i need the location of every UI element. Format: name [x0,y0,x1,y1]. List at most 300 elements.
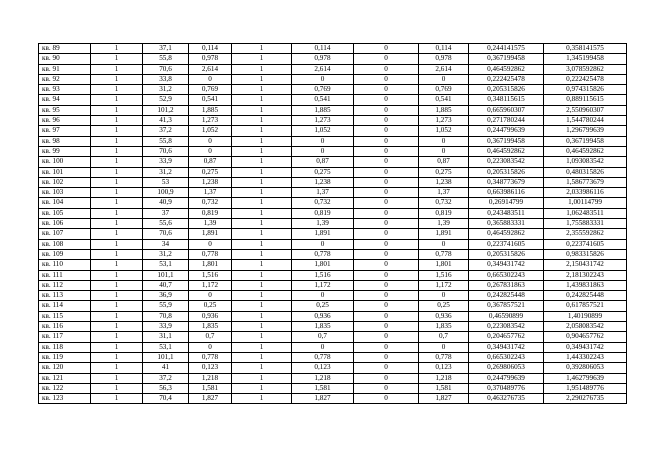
factor-cell: 1 [232,64,292,74]
share-cell: 0,205315826 [469,167,544,177]
sum-cell: 2,290276735 [544,394,627,404]
factor-cell: 1 [232,260,292,270]
sum-cell: 1,755883331 [544,219,627,229]
total-cell: 0,123 [419,363,469,373]
area-cell: 53,1 [143,260,189,270]
total-cell: 1,516 [419,270,469,280]
factor-cell: 1 [232,332,292,342]
total-cell: 0,778 [419,352,469,362]
subtotal-cell: 0,769 [292,85,354,95]
value-cell: 1,273 [189,116,232,126]
share-cell: 0,244799639 [469,126,544,136]
sum-cell: 0,358141575 [544,44,627,54]
zero-cell: 0 [354,311,419,321]
zero-cell: 0 [354,126,419,136]
area-cell: 53 [143,177,189,187]
factor-cell: 1 [232,291,292,301]
zero-cell: 0 [354,342,419,352]
count-cell: 1 [91,373,143,383]
zero-cell: 0 [354,157,419,167]
share-cell: 0,665960307 [469,105,544,115]
count-cell: 1 [91,116,143,126]
sum-cell: 0,242825448 [544,291,627,301]
subtotal-cell: 0 [292,239,354,249]
value-cell: 1,516 [189,270,232,280]
subtotal-cell: 1,052 [292,126,354,136]
factor-cell: 1 [232,383,292,393]
zero-cell: 0 [354,291,419,301]
value-cell: 0,778 [189,352,232,362]
area-cell: 33,8 [143,74,189,84]
count-cell: 1 [91,249,143,259]
count-cell: 1 [91,167,143,177]
value-cell: 1,827 [189,394,232,404]
count-cell: 1 [91,239,143,249]
total-cell: 0 [419,342,469,352]
zero-cell: 0 [354,352,419,362]
total-cell: 0,769 [419,85,469,95]
value-cell: 0,819 [189,208,232,218]
factor-cell: 1 [232,280,292,290]
total-cell: 1,885 [419,105,469,115]
factor-cell: 1 [232,373,292,383]
table-row [39,167,627,177]
subtotal-cell: 1,801 [292,260,354,270]
zero-cell: 0 [354,280,419,290]
zero-cell: 0 [354,270,419,280]
area-cell: 37,1 [143,44,189,54]
total-cell: 0,541 [419,95,469,105]
table-row [39,363,627,373]
value-cell: 1,172 [189,280,232,290]
subtotal-cell: 0,732 [292,198,354,208]
zero-cell: 0 [354,383,419,393]
subtotal-cell: 0,978 [292,54,354,64]
sum-cell: 0,222425478 [544,74,627,84]
factor-cell: 1 [232,54,292,64]
value-cell: 0,275 [189,167,232,177]
table-row [39,280,627,290]
table-row [39,311,627,321]
area-cell: 70,4 [143,394,189,404]
apartment-label: кв. 94 [39,95,91,105]
count-cell: 1 [91,136,143,146]
count-cell: 1 [91,126,143,136]
sum-cell: 0,617857521 [544,301,627,311]
area-cell: 37,2 [143,126,189,136]
subtotal-cell: 0,275 [292,167,354,177]
area-cell: 55,8 [143,54,189,64]
sum-cell: 0,464592862 [544,146,627,156]
factor-cell: 1 [232,177,292,187]
sum-cell: 2,150431742 [544,260,627,270]
factor-cell: 1 [232,322,292,332]
total-cell: 1,891 [419,229,469,239]
factor-cell: 1 [232,208,292,218]
share-cell: 0,46590899 [469,311,544,321]
apartment-label: кв. 115 [39,311,91,321]
sum-cell: 1,951489776 [544,383,627,393]
count-cell: 1 [91,352,143,362]
zero-cell: 0 [354,249,419,259]
count-cell: 1 [91,157,143,167]
area-cell: 40,9 [143,198,189,208]
value-cell: 1,891 [189,229,232,239]
count-cell: 1 [91,260,143,270]
count-cell: 1 [91,229,143,239]
subtotal-cell: 0,7 [292,332,354,342]
share-cell: 0,367199458 [469,54,544,64]
table-row [39,146,627,156]
factor-cell: 1 [232,342,292,352]
value-cell: 0,25 [189,301,232,311]
total-cell: 0,819 [419,208,469,218]
sum-cell: 1,296799639 [544,126,627,136]
apartment-label: кв. 116 [39,322,91,332]
share-cell: 0,26914799 [469,198,544,208]
total-cell: 0,275 [419,167,469,177]
factor-cell: 1 [232,85,292,95]
apartment-label: кв. 105 [39,208,91,218]
factor-cell: 1 [232,249,292,259]
share-cell: 0,464592862 [469,229,544,239]
table-row [39,342,627,352]
table-row [39,188,627,198]
factor-cell: 1 [232,270,292,280]
total-cell: 1,827 [419,394,469,404]
subtotal-cell: 1,835 [292,322,354,332]
count-cell: 1 [91,85,143,95]
table-row [39,208,627,218]
factor-cell: 1 [232,198,292,208]
value-cell: 0 [189,342,232,352]
value-cell: 0,778 [189,249,232,259]
value-cell: 2,614 [189,64,232,74]
area-cell: 31,2 [143,85,189,95]
share-cell: 0,205315826 [469,85,544,95]
apartment-label: кв. 122 [39,383,91,393]
area-cell: 34 [143,239,189,249]
subtotal-cell: 1,238 [292,177,354,187]
area-cell: 33,9 [143,322,189,332]
count-cell: 1 [91,363,143,373]
total-cell: 0 [419,291,469,301]
count-cell: 1 [91,301,143,311]
apartment-label: кв. 95 [39,105,91,115]
table-row [39,157,627,167]
zero-cell: 0 [354,332,419,342]
table-row [39,95,627,105]
subtotal-cell: 0,819 [292,208,354,218]
total-cell: 1,273 [419,116,469,126]
value-cell: 0 [189,239,232,249]
zero-cell: 0 [354,373,419,383]
zero-cell: 0 [354,177,419,187]
sum-cell: 1,544780244 [544,116,627,126]
value-cell: 1,801 [189,260,232,270]
total-cell: 1,218 [419,373,469,383]
area-cell: 52,9 [143,95,189,105]
count-cell: 1 [91,95,143,105]
count-cell: 1 [91,146,143,156]
share-cell: 0,244799639 [469,373,544,383]
area-cell: 101,1 [143,270,189,280]
table-row [39,249,627,259]
sum-cell: 2,181302243 [544,270,627,280]
subtotal-cell: 1,516 [292,270,354,280]
sum-cell: 1,093083542 [544,157,627,167]
table-row [39,177,627,187]
share-cell: 0,243483511 [469,208,544,218]
share-cell: 0,665302243 [469,352,544,362]
value-cell: 0,732 [189,198,232,208]
total-cell: 0,7 [419,332,469,342]
table-row [39,332,627,342]
share-cell: 0,223083542 [469,322,544,332]
share-cell: 0,348115615 [469,95,544,105]
subtotal-cell: 1,885 [292,105,354,115]
table-row [39,198,627,208]
share-cell: 0,271780244 [469,116,544,126]
table-row [39,394,627,404]
zero-cell: 0 [354,229,419,239]
apartment-label: кв. 113 [39,291,91,301]
total-cell: 1,801 [419,260,469,270]
apartment-label: кв. 109 [39,249,91,259]
table-row [39,260,627,270]
zero-cell: 0 [354,208,419,218]
table-row [39,74,627,84]
subtotal-cell: 0,123 [292,363,354,373]
value-cell: 1,37 [189,188,232,198]
factor-cell: 1 [232,116,292,126]
share-cell: 0,463276735 [469,394,544,404]
area-cell: 55,8 [143,136,189,146]
count-cell: 1 [91,291,143,301]
sum-cell: 2,058083542 [544,322,627,332]
apartment-label: кв. 93 [39,85,91,95]
share-cell: 0,367199458 [469,136,544,146]
sum-cell: 1,443302243 [544,352,627,362]
zero-cell: 0 [354,322,419,332]
total-cell: 0 [419,146,469,156]
zero-cell: 0 [354,301,419,311]
subtotal-cell: 0,25 [292,301,354,311]
total-cell: 0,936 [419,311,469,321]
value-cell: 0,769 [189,85,232,95]
count-cell: 1 [91,311,143,321]
table-row [39,291,627,301]
table-row [39,64,627,74]
subtotal-cell: 1,218 [292,373,354,383]
total-cell: 0,978 [419,54,469,64]
area-cell: 55,6 [143,219,189,229]
factor-cell: 1 [232,301,292,311]
subtotal-cell: 0,778 [292,249,354,259]
zero-cell: 0 [354,95,419,105]
zero-cell: 0 [354,85,419,95]
value-cell: 0 [189,136,232,146]
subtotal-cell: 0 [292,136,354,146]
zero-cell: 0 [354,116,419,126]
share-cell: 0,367857521 [469,301,544,311]
count-cell: 1 [91,64,143,74]
apartment-label: кв. 111 [39,270,91,280]
apartment-label: кв. 100 [39,157,91,167]
zero-cell: 0 [354,188,419,198]
area-cell: 37 [143,208,189,218]
subtotal-cell: 0 [292,342,354,352]
factor-cell: 1 [232,95,292,105]
share-cell: 0,222425478 [469,74,544,84]
factor-cell: 1 [232,146,292,156]
value-cell: 0,7 [189,332,232,342]
value-cell: 1,581 [189,383,232,393]
factor-cell: 1 [232,105,292,115]
sum-cell: 0,223741605 [544,239,627,249]
apartment-label: кв. 107 [39,229,91,239]
subtotal-cell: 1,827 [292,394,354,404]
sum-cell: 0,983315826 [544,249,627,259]
sum-cell: 1,062483511 [544,208,627,218]
count-cell: 1 [91,177,143,187]
apartment-label: кв. 117 [39,332,91,342]
table-row [39,373,627,383]
total-cell: 1,37 [419,188,469,198]
subtotal-cell: 0,541 [292,95,354,105]
area-cell: 56,3 [143,383,189,393]
total-cell: 0 [419,74,469,84]
zero-cell: 0 [354,239,419,249]
sum-cell: 0,480315826 [544,167,627,177]
apartment-label: кв. 92 [39,74,91,84]
factor-cell: 1 [232,394,292,404]
total-cell: 1,052 [419,126,469,136]
sum-cell: 0,392806053 [544,363,627,373]
total-cell: 1,835 [419,322,469,332]
share-cell: 0,663986116 [469,188,544,198]
count-cell: 1 [91,74,143,84]
zero-cell: 0 [354,64,419,74]
count-cell: 1 [91,342,143,352]
apartment-label: кв. 112 [39,280,91,290]
factor-cell: 1 [232,219,292,229]
sum-cell: 2,550960307 [544,105,627,115]
share-cell: 0,267831863 [469,280,544,290]
apartment-label: кв. 90 [39,54,91,64]
table-row [39,322,627,332]
area-cell: 53,1 [143,342,189,352]
zero-cell: 0 [354,74,419,84]
area-cell: 31,2 [143,167,189,177]
zero-cell: 0 [354,394,419,404]
table-row [39,105,627,115]
share-cell: 0,242825448 [469,291,544,301]
total-cell: 0,87 [419,157,469,167]
total-cell: 1,581 [419,383,469,393]
count-cell: 1 [91,188,143,198]
table-row [39,126,627,136]
share-cell: 0,269806053 [469,363,544,373]
table-row [39,383,627,393]
apartment-label: кв. 103 [39,188,91,198]
total-cell: 0 [419,239,469,249]
subtotal-cell: 0,87 [292,157,354,167]
area-cell: 70,6 [143,229,189,239]
apartment-label: кв. 98 [39,136,91,146]
table-row [39,116,627,126]
area-cell: 31,1 [143,332,189,342]
zero-cell: 0 [354,219,419,229]
share-cell: 0,204657762 [469,332,544,342]
share-cell: 0,223741605 [469,239,544,249]
zero-cell: 0 [354,105,419,115]
count-cell: 1 [91,280,143,290]
table-row [39,301,627,311]
zero-cell: 0 [354,260,419,270]
zero-cell: 0 [354,167,419,177]
total-cell: 0,778 [419,249,469,259]
apartment-label: кв. 119 [39,352,91,362]
area-cell: 37,2 [143,373,189,383]
apartment-label: кв. 120 [39,363,91,373]
sum-cell: 1,439831863 [544,280,627,290]
total-cell: 0,732 [419,198,469,208]
share-cell: 0,370489776 [469,383,544,393]
share-cell: 0,464592862 [469,64,544,74]
subtotal-cell: 0 [292,146,354,156]
area-cell: 41 [143,363,189,373]
count-cell: 1 [91,332,143,342]
apartment-label: кв. 114 [39,301,91,311]
value-cell: 1,238 [189,177,232,187]
factor-cell: 1 [232,188,292,198]
sum-cell: 1,586773679 [544,177,627,187]
total-cell: 1,238 [419,177,469,187]
apartment-label: кв. 104 [39,198,91,208]
zero-cell: 0 [354,54,419,64]
subtotal-cell: 1,37 [292,188,354,198]
share-cell: 0,205315826 [469,249,544,259]
factor-cell: 1 [232,229,292,239]
sum-cell: 1,462799639 [544,373,627,383]
apartment-label: кв. 123 [39,394,91,404]
share-cell: 0,349431742 [469,260,544,270]
subtotal-cell: 0,778 [292,352,354,362]
factor-cell: 1 [232,167,292,177]
table-row [39,229,627,239]
apartment-label: кв. 96 [39,116,91,126]
area-cell: 70,6 [143,64,189,74]
apartment-label: кв. 108 [39,239,91,249]
factor-cell: 1 [232,311,292,321]
apartment-label: кв. 99 [39,146,91,156]
share-cell: 0,223083542 [469,157,544,167]
count-cell: 1 [91,44,143,54]
subtotal-cell: 0 [292,74,354,84]
share-cell: 0,244141575 [469,44,544,54]
apartment-label: кв. 91 [39,64,91,74]
zero-cell: 0 [354,44,419,54]
count-cell: 1 [91,54,143,64]
apartment-data-table [38,43,627,404]
factor-cell: 1 [232,44,292,54]
value-cell: 0 [189,74,232,84]
value-cell: 0,114 [189,44,232,54]
table-row [39,219,627,229]
apartment-label: кв. 110 [39,260,91,270]
apartment-label: кв. 102 [39,177,91,187]
